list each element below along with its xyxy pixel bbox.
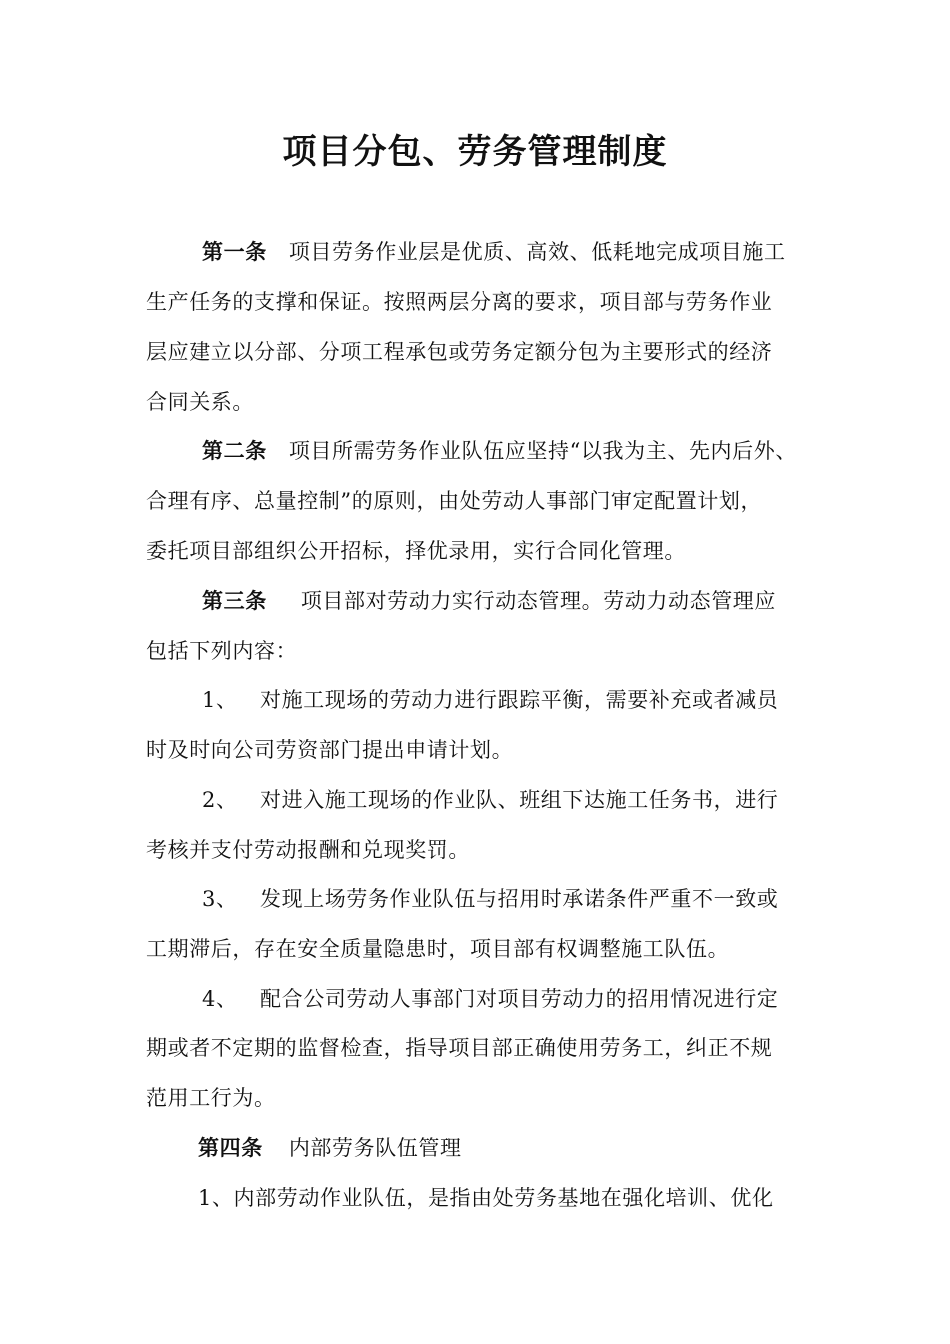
article-2-first-line <box>202 436 797 466</box>
article-3-text: 项目部对劳动力实行动态管理。劳动力动态管理应 <box>300 589 777 613</box>
list-item-number: 1、 <box>202 688 238 712</box>
list-item-2-line: 考核并支付劳动报酬和兑现奖罚。 <box>146 838 470 862</box>
article-1-heading: 第一条 <box>202 240 267 264</box>
article-2-line: 合理有序、总量控制”的原则，由处劳动人事部门审定配置计划， <box>146 489 763 513</box>
list-item-1-line: 时及时向公司劳资部门提出申请计划。 <box>146 738 514 762</box>
list-item-text: 发现上场劳务作业队伍与招用时承诺条件严重不一致或 <box>260 887 779 911</box>
article-1-text: 项目劳务作业层是优质、高效、低耗地完成项目施工 <box>288 240 786 264</box>
article-1-line: 合同关系。 <box>146 390 254 414</box>
article-2-heading: 第二条 <box>202 439 267 463</box>
list-item-text: 对施工现场的劳动力进行跟踪平衡，需要补充或者减员 <box>260 688 779 712</box>
article-2-text: 项目所需劳务作业队伍应坚持“以我为主、先内后外、 <box>288 439 797 463</box>
list-item-1 <box>202 685 778 715</box>
list-item-number: 2、 <box>202 788 238 812</box>
list-item-text: 配合公司劳动人事部门对项目劳动力的招用情况进行定 <box>260 987 779 1011</box>
article-2-line: 委托项目部组织公开招标，择优录用，实行合同化管理。 <box>146 539 686 563</box>
article-1-line: 生产任务的支撑和保证。按照两层分离的要求，项目部与劳务作业 <box>146 290 773 314</box>
list-item-3-line: 工期滞后，存在安全质量隐患时，项目部有权调整施工队伍。 <box>146 937 730 961</box>
list-item-4 <box>202 984 778 1014</box>
article-3-heading: 第三条 <box>202 589 267 613</box>
article-4-heading: 第四条 <box>198 1136 263 1160</box>
article-4-first-line <box>198 1133 462 1163</box>
list-item-2 <box>202 785 778 815</box>
article-1-line: 层应建立以分部、分项工程承包或劳务定额分包为主要形式的经济 <box>146 340 773 364</box>
article-1-first-line <box>202 237 786 267</box>
list-item-4-line: 范用工行为。 <box>146 1086 276 1110</box>
list-item-4-line: 期或者不定期的监督检查，指导项目部正确使用劳务工，纠正不规 <box>146 1036 773 1060</box>
list-item-text: 对进入施工现场的作业队、班组下达施工任务书，进行 <box>260 788 779 812</box>
list-item-number: 4、 <box>202 987 238 1011</box>
article-4-line: 1、内部劳动作业队伍，是指由处劳务基地在强化培训、优化 <box>198 1186 774 1210</box>
list-item-number: 3、 <box>202 887 238 911</box>
document-title: 项目分包、劳务管理制度 <box>282 132 668 172</box>
article-3-first-line <box>202 586 776 616</box>
list-item-3 <box>202 884 778 914</box>
article-3-line: 包括下列内容： <box>146 639 298 663</box>
article-4-subtitle: 内部劳务队伍管理 <box>288 1136 462 1160</box>
